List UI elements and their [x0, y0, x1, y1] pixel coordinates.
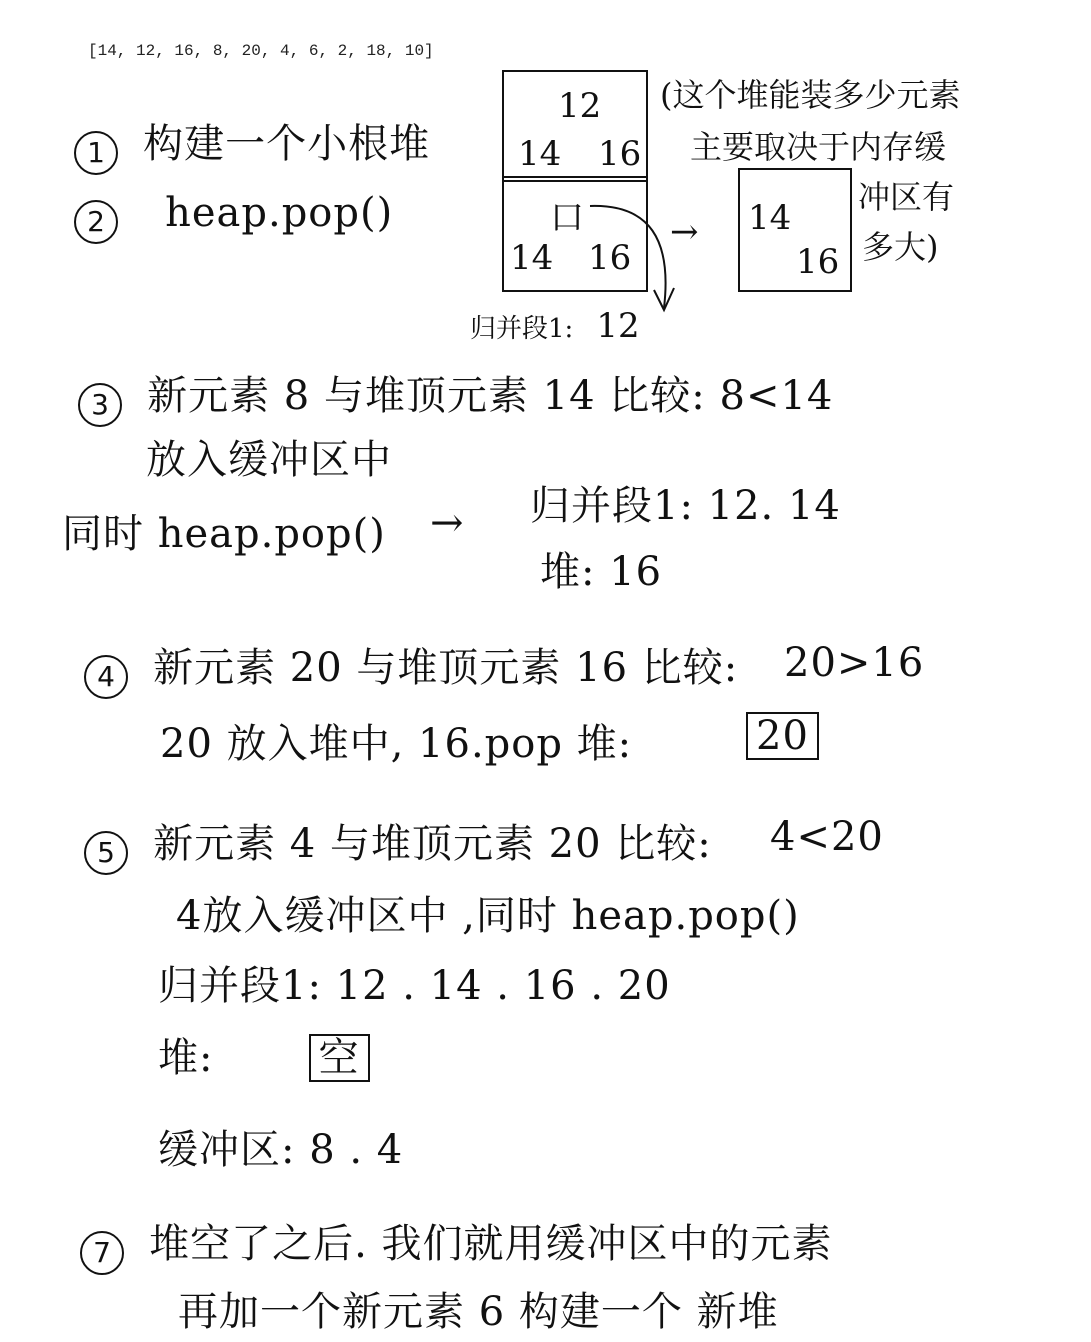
- step4-line2: 20 放入堆中, 16.pop 堆:: [160, 721, 633, 767]
- step3-line3: 同时 heap.pop(): [62, 511, 386, 557]
- step7-line2: 再加一个新元素 6 构建一个 新堆: [178, 1289, 779, 1335]
- heap-result-left: 14: [748, 198, 792, 238]
- step3-line2: 放入缓冲区中: [146, 437, 392, 483]
- heap-result-right: 16: [796, 242, 840, 282]
- heap-bottom-left: 14: [510, 238, 554, 278]
- step5-heap-label: 堆:: [158, 1035, 214, 1081]
- note-line2: 主要取决于内存缓: [690, 128, 947, 166]
- step7-line1: [80, 1212, 833, 1275]
- step7-text: 堆空了之后. 我们就用缓冲区中的元素: [149, 1221, 833, 1267]
- step2-text: heap.pop(): [165, 190, 394, 236]
- step5-heap-box: 空: [309, 1034, 370, 1082]
- step4-boxed: [746, 712, 819, 760]
- step5-merge: 归并段1: 12 . 14 . 16 . 20: [158, 963, 671, 1009]
- step1-number: 1: [74, 131, 118, 175]
- step3-merge: 归并段1: 12. 14: [530, 483, 841, 529]
- step5-heap: [158, 1026, 370, 1083]
- step5-line2: 4放入缓冲区中 ,同时 heap.pop(): [176, 893, 800, 939]
- step2-number: 2: [74, 200, 118, 244]
- heap-bottom-root: 口: [550, 198, 584, 238]
- heap-merge-label: 归并段1:: [470, 314, 574, 344]
- step5-line1: [84, 812, 712, 875]
- step1: [74, 112, 430, 175]
- note-line1: (这个堆能装多少元素: [660, 76, 961, 114]
- step5-text: 新元素 4 与堆顶元素 20 比较:: [153, 821, 712, 867]
- step4-text: 新元素 20 与堆顶元素 16 比较:: [153, 645, 739, 691]
- heap-merge-value: 12: [596, 306, 640, 346]
- step2: [74, 190, 393, 244]
- step3-heap: 堆: 16: [540, 549, 663, 595]
- step1-text: 构建一个小根堆: [143, 121, 431, 167]
- heap-result-box: [738, 168, 852, 292]
- step4-heap-box: 20: [746, 712, 819, 760]
- heap-arrow: →: [670, 212, 699, 252]
- heap-top-left: 14: [518, 134, 562, 174]
- heap-box-top: [502, 70, 648, 182]
- heap-bottom-right: 16: [588, 238, 632, 278]
- step5-number: 5: [84, 831, 128, 875]
- heap-merge: [470, 306, 640, 346]
- step4-line1: [84, 636, 738, 699]
- step3-text: 新元素 8 与堆顶元素 14 比较: 8<14: [147, 373, 834, 419]
- array-text: [14, 12, 16, 8, 20, 4, 6, 2, 18, 10]: [88, 42, 434, 60]
- note-line4: 多大): [862, 228, 939, 266]
- heap-top-right: 16: [598, 134, 642, 174]
- heap-top-root: 12: [558, 86, 602, 126]
- step4-compare: 20>16: [784, 640, 925, 686]
- step3-arrow: →: [430, 500, 465, 546]
- step3-line1: [78, 364, 833, 427]
- step4-number: 4: [84, 655, 128, 699]
- step3-number: 3: [78, 383, 122, 427]
- step5-buffer: 缓冲区: 8 . 4: [158, 1127, 404, 1173]
- step7-number: 7: [80, 1231, 124, 1275]
- step5-compare: 4<20: [770, 814, 884, 860]
- note-line3: 冲区有: [858, 178, 955, 216]
